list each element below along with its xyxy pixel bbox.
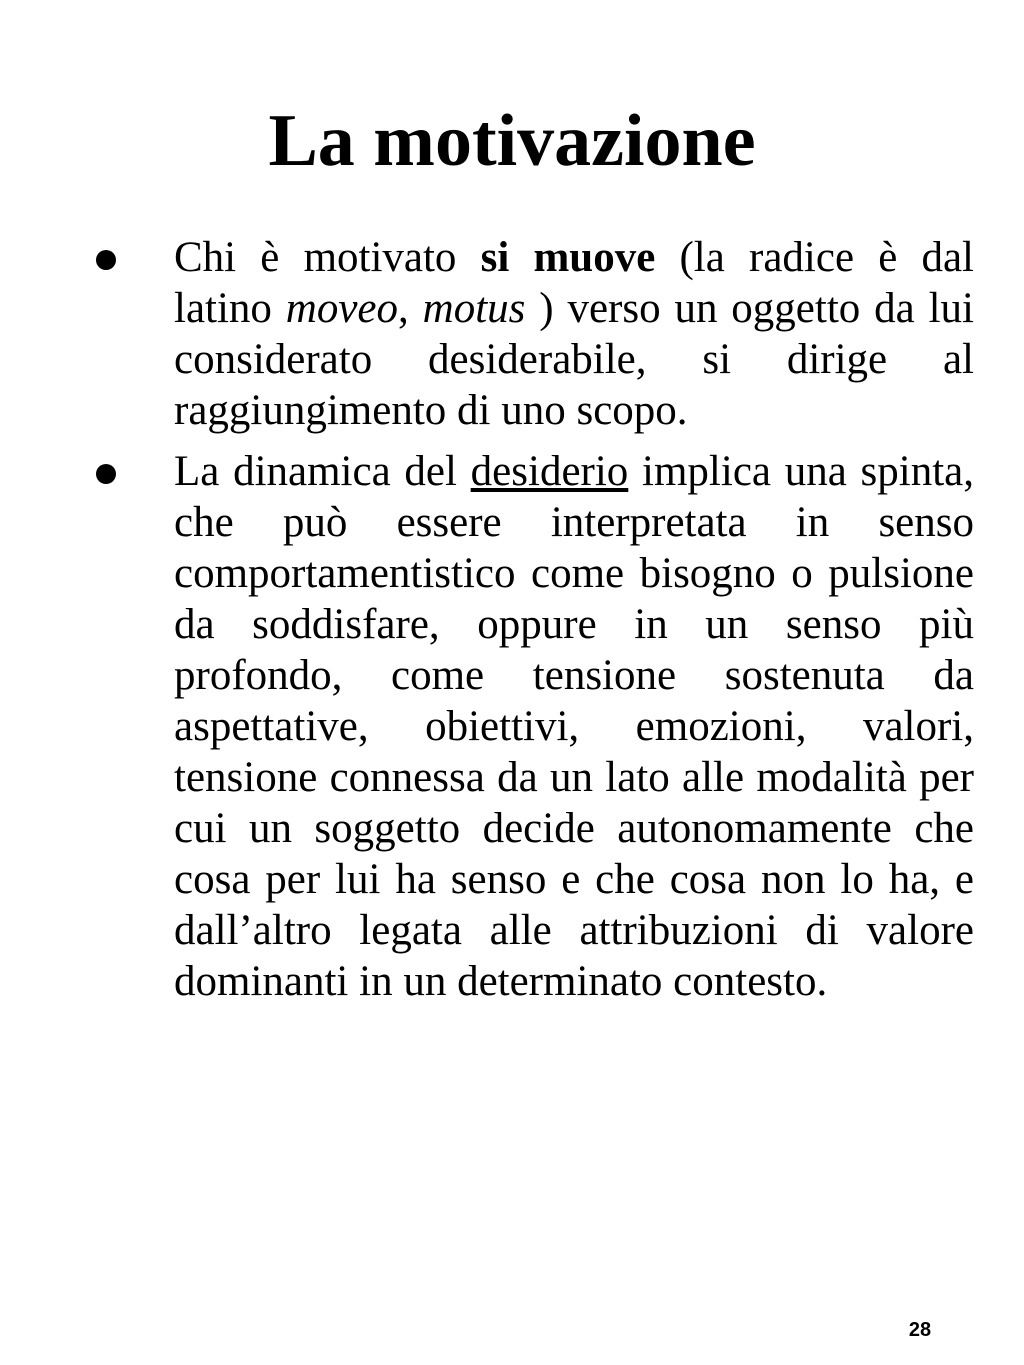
italic-segment: moveo bbox=[285, 285, 399, 332]
underlined-segment: desiderio bbox=[470, 448, 629, 495]
bullet-item-motivato bbox=[0, 232, 1024, 436]
bullet-text bbox=[174, 232, 974, 436]
bold-segment: si muove bbox=[480, 234, 656, 281]
text-segment: Chi è motivato bbox=[174, 234, 481, 281]
italic-segment: motus bbox=[422, 285, 526, 332]
text-segment: La dinamica del bbox=[174, 448, 471, 495]
text-segment: , bbox=[398, 285, 423, 332]
page-number: 28 bbox=[908, 1319, 932, 1341]
text-segment: ) verso un oggetto da lui considerato desiderabile, si dirige al raggiungimento di uno scopo. bbox=[174, 285, 974, 434]
slide-title: La motivazione bbox=[268, 100, 756, 182]
bullet-list bbox=[0, 232, 1024, 1017]
bullet-dot-icon bbox=[96, 250, 116, 270]
bullet-text bbox=[174, 446, 974, 1007]
text-segment: (la radice è dal latino bbox=[174, 234, 975, 332]
bullet-dot-icon bbox=[96, 464, 116, 484]
bullet-item-desiderio bbox=[0, 446, 1024, 1007]
text-segment: implica una spinta, che può essere interpretata in senso comportamentistico come bisogno o pulsione da soddisfare, oppure in un senso più profondo, come tensione sostenuta da aspettative, obiettivi, emozioni, valori, tensione connessa da un lato alle modalità per cui un soggetto decide autonomamente che cosa per lui ha senso e che cosa non lo ha, e dall’altro legata alle attribuzioni di valore dominanti in un determinato contesto. bbox=[174, 448, 974, 1005]
